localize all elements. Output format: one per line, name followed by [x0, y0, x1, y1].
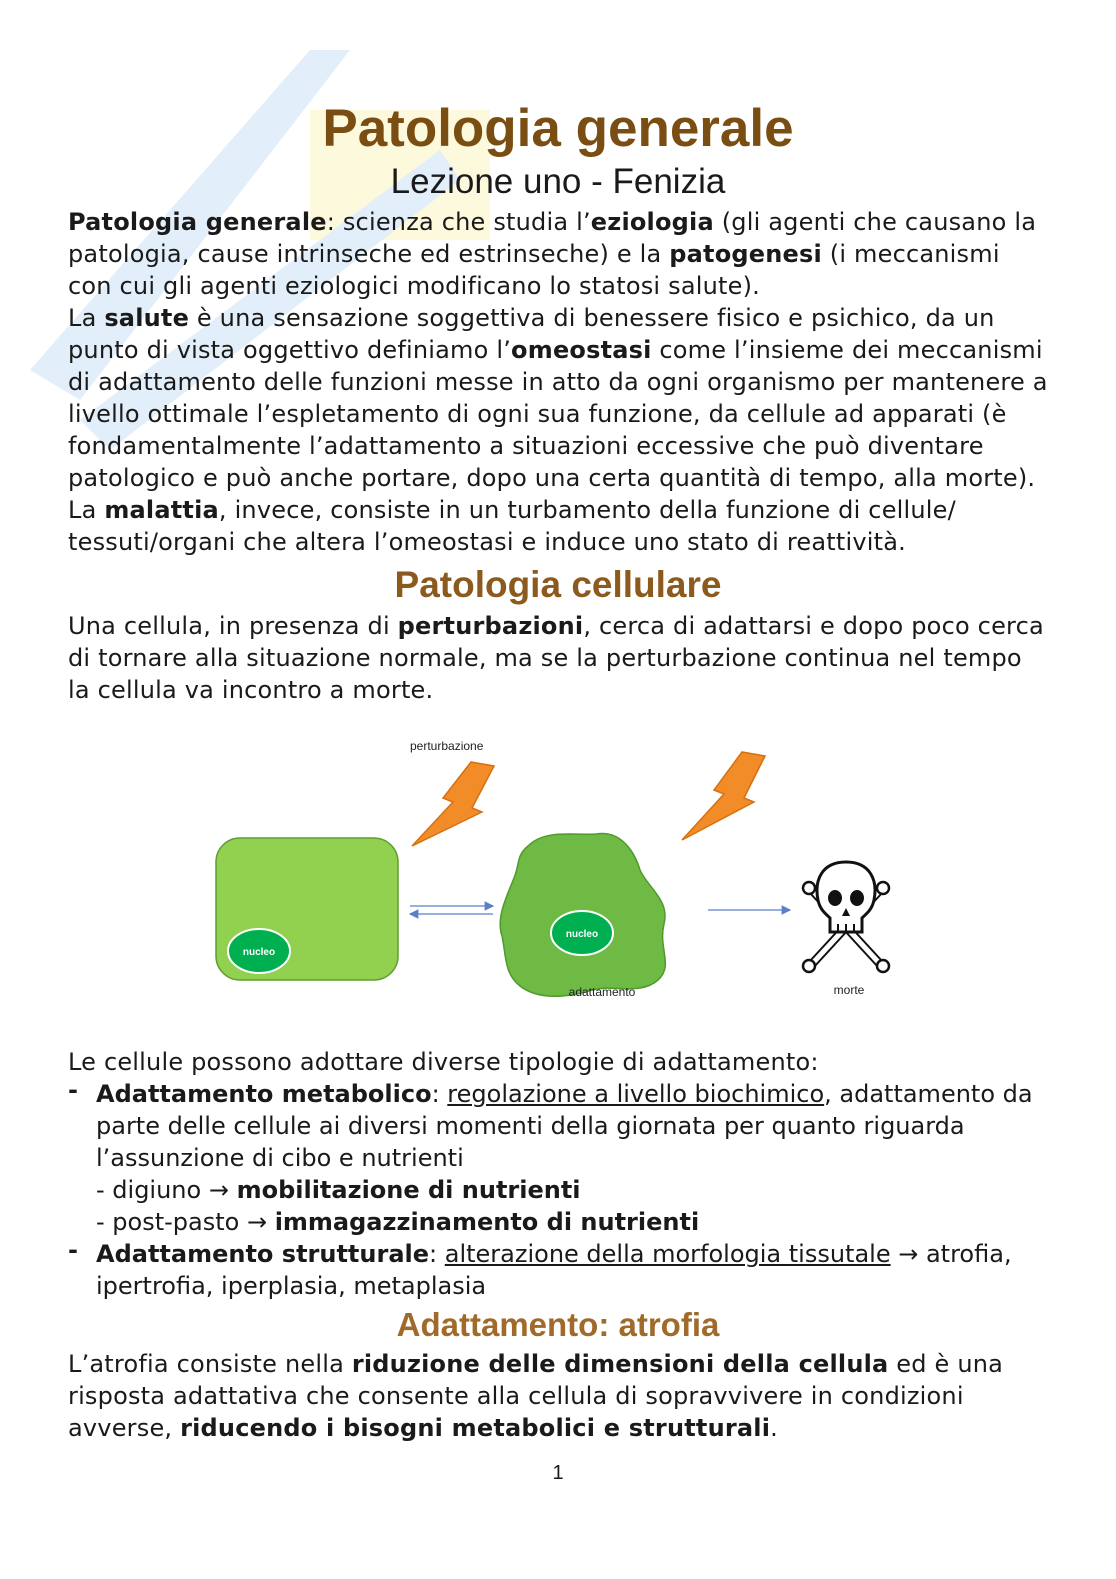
adaptations-intro: Le cellule possono adottare diverse tipologie di adattamento:	[68, 1048, 819, 1076]
page-number: 1	[552, 1462, 564, 1484]
death-label: morte	[833, 983, 865, 997]
diagram-canvas	[68, 728, 1048, 1028]
list-item-metabolic: - Adattamento metabolico: regolazione a livello biochimico, adattamento da parte delle cellule ai diversi momenti della giornata per quanto riguarda l’assunzione di cibo e nutrienti - digiuno → mobilitazione di nutrienti - post-pasto → immagazzinamento di nutrienti	[68, 1078, 1048, 1238]
nucleus-label: nucleo	[242, 947, 276, 958]
document-subtitle: Lezione uno - Fenizia	[390, 162, 726, 201]
adaptation-types-list	[68, 1078, 1048, 1302]
nucleus-label-2: nucleo	[565, 929, 599, 940]
cell-adaptation-diagram	[68, 728, 1048, 1028]
document-content	[68, 98, 1048, 1444]
lightning-bolt-icon	[412, 762, 494, 846]
intro-paragraph-health: La salute è una sensazione soggettiva di benessere fisico e psichico, da un punto di vista oggettivo definiamo l’omeostasi come l’insieme dei meccanismi di adattamento delle funzioni messe in atto da ogni organismo per mantenere a livello ottimale l’espletamento di ogni sua funzione, da cellule ad apparati (è fondamentalmente l’adattamento a situazioni eccessive che può diventare patologico e può anche portare, dopo una certa quantità di tempo, alla morte).	[68, 304, 1048, 492]
atrophy-paragraph: L’atrofia consiste nella riduzione delle dimensioni della cellula ed è una risposta adattativa che consente alla cellula di sopravvivere in condizioni avverse, riducendo i bisogni metabolici e strutturali.	[68, 1350, 1004, 1442]
adaptation-label: adattamento	[568, 985, 636, 999]
sublist-item-fasting: - digiuno → mobilitazione di nutrienti	[96, 1176, 581, 1204]
cellular-paragraph: Una cellula, in presenza di perturbazioni, cerca di adattarsi e dopo poco cerca di tornare alla situazione normale, ma se la perturbazione continua nel tempo la cellula va incontro a morte.	[68, 612, 1044, 704]
perturbation-label: perturbazione	[410, 739, 484, 753]
skull-crossbones-icon	[803, 862, 889, 972]
lightning-bolt-icon-2	[682, 752, 765, 840]
document-title: Patologia generale	[322, 99, 794, 158]
intro-paragraph-definition: Patologia generale: scienza che studia l’eziologia (gli agenti che causano la patologia, cause intrinseche ed estrinseche) e la patogenesi (i meccanismi con cui gli agenti eziologici modificano lo statosi salute).	[68, 208, 1037, 300]
section-heading-atrophy: Adattamento: atrofia	[396, 1306, 720, 1343]
section-heading-cellular: Patologia cellulare	[394, 564, 722, 605]
list-item-structural: - Adattamento strutturale: alterazione della morfologia tissutale → atrofia, ipertrofia, iperplasia, metaplasia	[68, 1238, 1048, 1302]
intro-paragraph-disease: La malattia, invece, consiste in un turbamento della funzione di cellule/ tessuti/organi che altera l’omeostasi e induce uno stato di reattività.	[68, 496, 956, 556]
sublist-item-post-meal: - post-pasto → immagazzinamento di nutrienti	[96, 1208, 700, 1236]
